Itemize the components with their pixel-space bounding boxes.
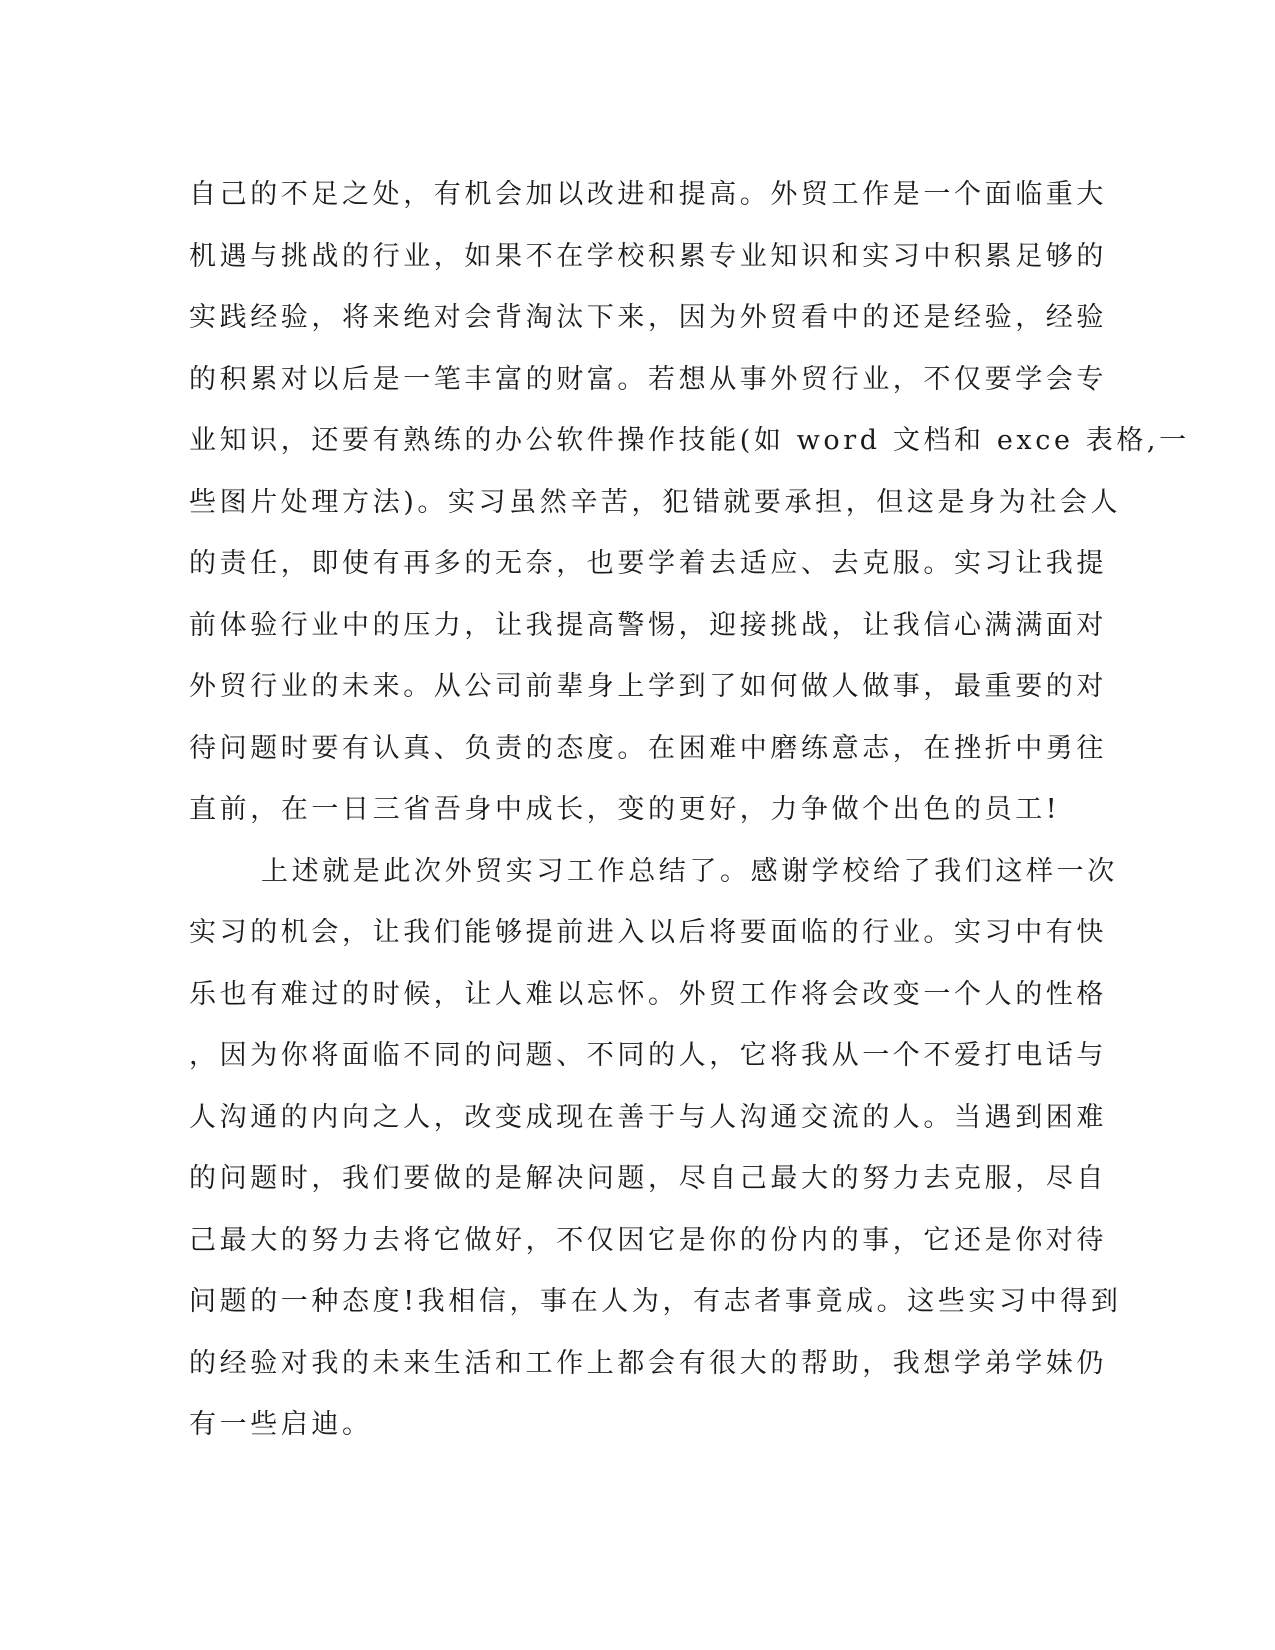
text-line: 的经验对我的未来生活和工作上都会有很大的帮助，我想学弟学妹仍 (189, 1347, 1107, 1379)
text-line: 乐也有难过的时候，让人难以忘怀。外贸工作将会改变一个人的性格 (189, 978, 1107, 1010)
text-line: 前体验行业中的压力，让我提高警惕，迎接挑战，让我信心满满面对 (189, 609, 1107, 641)
text-line: 实践经验，将来绝对会背淘汰下来，因为外贸看中的还是经验，经验 (189, 302, 1107, 333)
text-line: ，因为你将面临不同的问题、不同的人，它将我从一个不爱打电话与 (189, 1040, 1107, 1071)
text-line: 有一些启迪。 (189, 1409, 373, 1440)
paragraph-2 (189, 841, 1122, 1456)
text-line: 的问题时，我们要做的是解决问题，尽自己最大的努力去克服，尽自 (189, 1163, 1107, 1194)
text-line: 待问题时要有认真、负责的态度。在困难中磨练意志，在挫折中勇往 (189, 732, 1107, 764)
text-line: 直前，在一日三省吾身中成长，变的更好，力争做个出色的员工! (189, 794, 1061, 825)
text-line: 实习的机会，让我们能够提前进入以后将要面临的行业。实习中有快 (189, 917, 1107, 948)
text-line: 外贸行业的未来。从公司前辈身上学到了如何做人做事，最重要的对 (189, 671, 1107, 702)
text-line: 自己的不足之处，有机会加以改进和提高。外贸工作是一个面临重大 (189, 179, 1107, 210)
body-text (189, 164, 1190, 1456)
text-line: 的积累对以后是一笔丰富的财富。若想从事外贸行业，不仅要学会专 (189, 363, 1107, 395)
text-line: 问题的一种态度!我相信，事在人为，有志者事竟成。这些实习中得到 (189, 1286, 1122, 1317)
text-line: 业知识，还要有熟练的办公软件操作技能(如 word 文档和 exce 表格,一 (189, 425, 1190, 456)
paragraph-1 (189, 164, 1190, 841)
text-line: 的责任，即使有再多的无奈，也要学着去适应、去克服。实习让我提 (189, 548, 1107, 579)
text-line: 些图片处理方法)。实习虽然辛苦，犯错就要承担，但这是身为社会人 (189, 486, 1122, 518)
text-line-indented: 上述就是此次外贸实习工作总结了。感谢学校给了我们这样一次 (261, 855, 1118, 887)
text-line: 己最大的努力去将它做好，不仅因它是你的份内的事，它还是你对待 (189, 1224, 1107, 1256)
text-line: 人沟通的内向之人，改变成现在善于与人沟通交流的人。当遇到困难 (189, 1101, 1107, 1133)
text-line: 机遇与挑战的行业，如果不在学校积累专业知识和实习中积累足够的 (189, 240, 1107, 272)
